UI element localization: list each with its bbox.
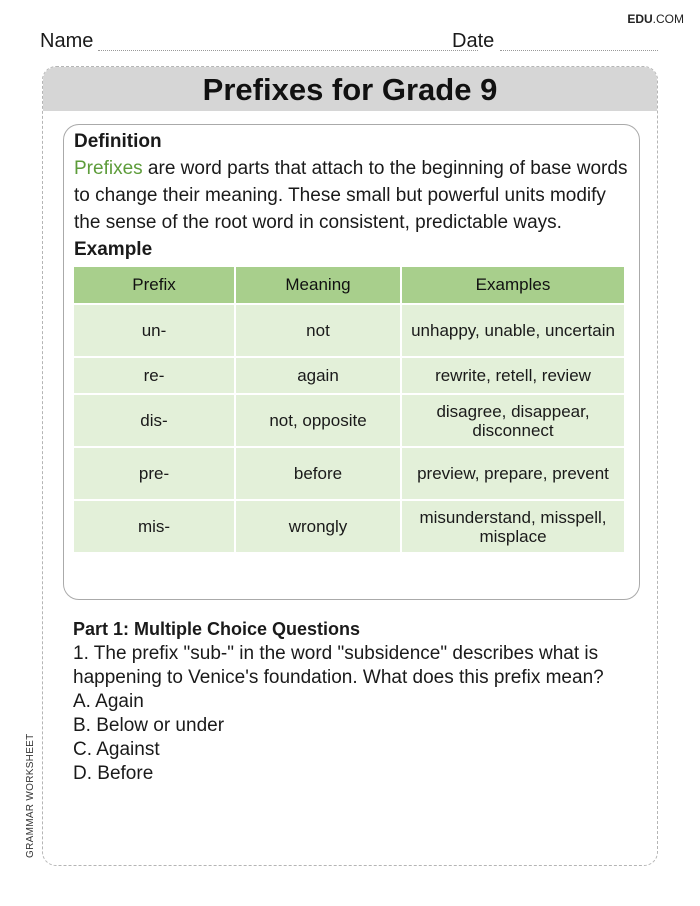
cell-examples: disagree, disappear, disconnect <box>402 395 624 446</box>
option-a[interactable]: A. Again <box>73 691 144 712</box>
cell-examples: unhappy, unable, uncertain <box>402 305 624 356</box>
definition-body: are word parts that attach to the beginning of base words to change their meaning. These small but powerful units modify the sense of the root word in consistent, predictable ways. <box>74 158 628 233</box>
table-row <box>74 448 624 499</box>
part1-heading: Part 1: Multiple Choice Questions <box>73 619 361 639</box>
table-header-row <box>74 267 624 303</box>
table-row <box>74 305 624 356</box>
example-heading: Example <box>74 239 153 260</box>
cell-meaning: not <box>236 305 400 356</box>
answer-options <box>73 690 655 786</box>
name-field[interactable] <box>98 50 478 51</box>
column-header-examples: Examples <box>402 267 624 303</box>
column-header-meaning: Meaning <box>236 267 400 303</box>
cell-meaning: before <box>236 448 400 499</box>
cell-prefix: un- <box>74 305 234 356</box>
cell-prefix: mis- <box>74 501 234 552</box>
option-d[interactable]: D. Before <box>73 763 154 784</box>
cell-prefix: pre- <box>74 448 234 499</box>
definition-highlight: Prefixes <box>74 158 143 179</box>
option-c[interactable]: C. Against <box>73 739 160 760</box>
brand-logo-rest: .COM <box>652 12 684 26</box>
worksheet <box>42 66 658 866</box>
definition-box <box>63 124 640 600</box>
page-title: Prefixes for Grade 9 <box>43 67 657 111</box>
definition-heading: Definition <box>74 131 162 152</box>
cell-meaning: wrongly <box>236 501 400 552</box>
cell-prefix: re- <box>74 358 234 393</box>
date-label: Date <box>452 30 495 52</box>
definition-text <box>74 155 629 236</box>
question-1: 1. The prefix "sub-" in the word "subsidence" describes what is happening to Venice's foundation. What does this prefix mean? <box>73 643 604 688</box>
name-label: Name <box>40 30 94 52</box>
side-label: GRAMMAR WORKSHEET <box>25 733 36 858</box>
option-b[interactable]: B. Below or under <box>73 715 225 736</box>
cell-meaning: again <box>236 358 400 393</box>
cell-examples: rewrite, retell, review <box>402 358 624 393</box>
cell-examples: misunderstand, misspell, misplace <box>402 501 624 552</box>
name-date-row <box>40 30 658 52</box>
prefix-table <box>72 265 626 554</box>
date-field[interactable] <box>500 50 658 51</box>
brand-logo <box>627 12 684 26</box>
brand-logo-bold: EDU <box>627 12 653 26</box>
cell-meaning: not, opposite <box>236 395 400 446</box>
cell-examples: preview, prepare, prevent <box>402 448 624 499</box>
part1-section <box>73 619 655 786</box>
column-header-prefix: Prefix <box>74 267 234 303</box>
table-row <box>74 395 624 446</box>
cell-prefix: dis- <box>74 395 234 446</box>
table-row <box>74 501 624 552</box>
table-row <box>74 358 624 393</box>
